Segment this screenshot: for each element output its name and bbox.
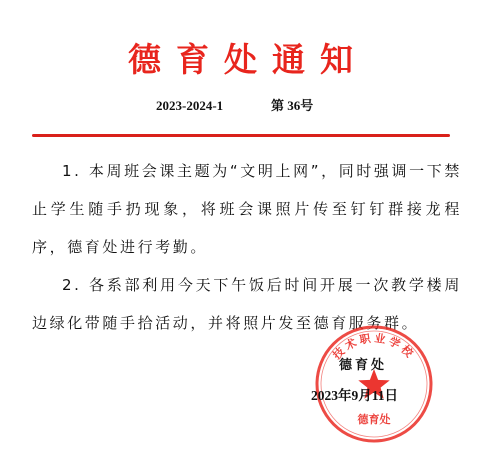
academic-year: 2023-2024-1 — [156, 98, 224, 113]
notice-body — [32, 152, 462, 342]
red-divider-rule — [32, 134, 450, 137]
official-seal — [313, 323, 435, 445]
signature-date: 2023年9月11日 — [311, 388, 399, 403]
signer-name: 德育处 — [339, 358, 388, 373]
seal-arc-text: 技术职业学校 — [330, 331, 418, 363]
issue-line — [0, 96, 481, 116]
seal-center-text: 德育处 — [357, 413, 391, 426]
notice-paragraph-2: 2. 各系部利用今天下午饭后时间开展一次教学楼周边绿化带随手拾活动，并将照片发至德育服务群。 — [32, 276, 462, 332]
notice-title: 德育处通知 — [128, 40, 368, 79]
notice-paragraph-1: 1. 本周班会课主题为“文明上网”，同时强调一下禁止学生随手扔现象，将班会课照片传至钉钉群接龙程序，德育处进行考勤。 — [32, 162, 462, 256]
issue-number: 第 36号 — [271, 98, 314, 113]
